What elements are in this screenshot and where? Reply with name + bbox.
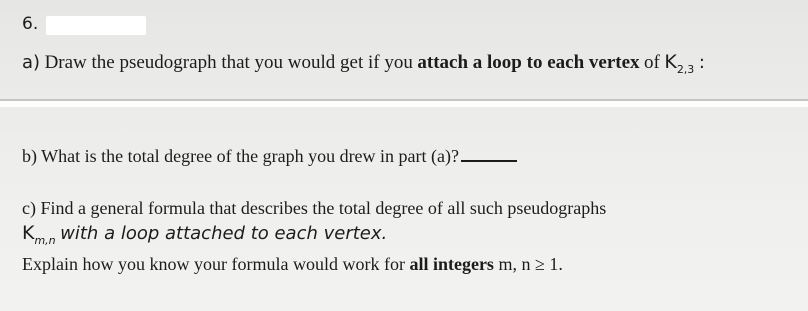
graph-k23-subscript: 2,3 [676, 62, 695, 76]
part-c-line3-bold: all integers [409, 254, 494, 274]
graph-k23-symbol: K [664, 51, 677, 73]
part-c-line3-prefix: Explain how you know your formula would work for [22, 254, 405, 274]
part-c-line2 [22, 222, 387, 247]
part-b-prompt [22, 146, 517, 167]
graph-kmn-symbol: K [22, 222, 35, 244]
part-a-suffix: of [644, 52, 660, 73]
graph-kmn [22, 222, 56, 247]
part-a-bold: attach a loop to each vertex [417, 52, 640, 73]
part-c-line3 [22, 254, 563, 275]
part-c-line2-text: with a loop attached to each vertex. [60, 223, 388, 244]
part-c-line3-suffix: m, n ≥ 1. [498, 254, 563, 274]
part-c-line1: c) Find a general formula that describes the total degree of all such pseudographs [22, 198, 607, 218]
graph-kmn-subscript: m,n [34, 233, 56, 247]
part-a-label: a) [22, 52, 41, 73]
part-a-prefix: Draw the pseudograph that you would get if you [44, 52, 413, 73]
redacted-block [46, 16, 146, 35]
divider [0, 101, 808, 107]
part-a-prompt [22, 51, 705, 76]
part-b-text: b) What is the total degree of the graph you drew in part (a)? [22, 146, 460, 166]
question-number: 6. [22, 14, 39, 34]
answer-blank[interactable] [461, 146, 517, 162]
part-a-colon: : [698, 52, 705, 73]
graph-k23 [664, 51, 695, 76]
